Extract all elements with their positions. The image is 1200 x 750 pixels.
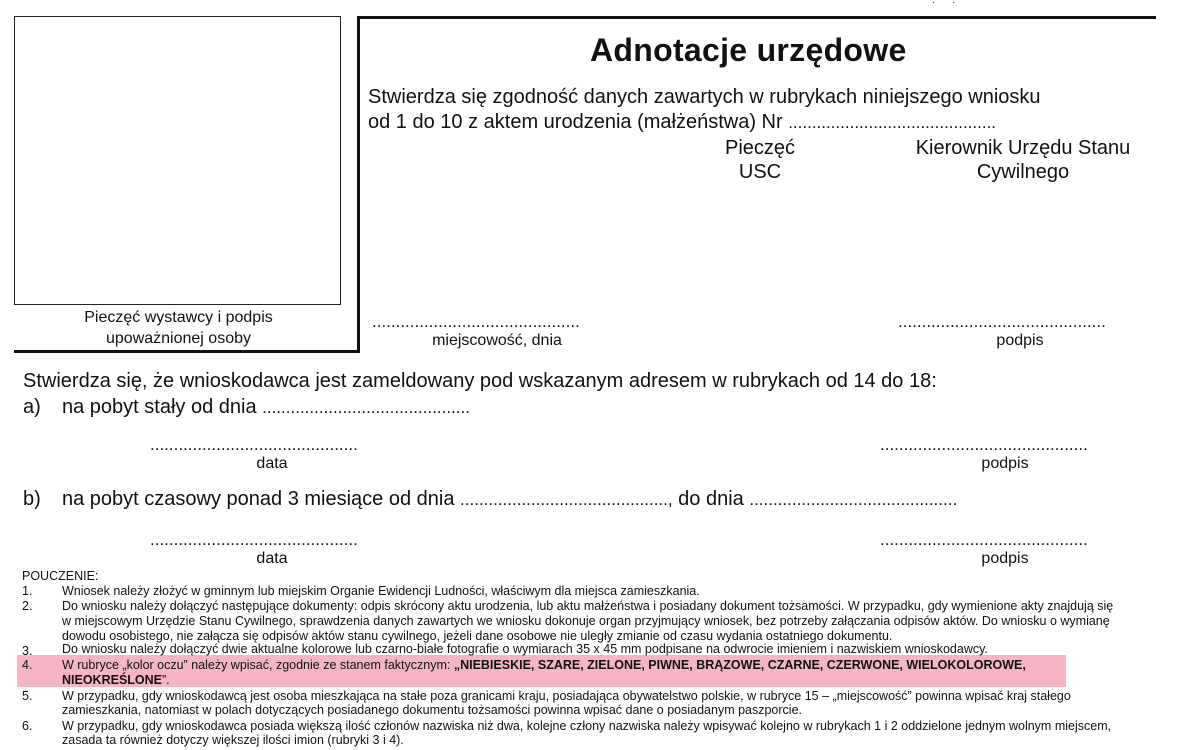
- registrar-label-1: Kierownik Urzędu Stanu: [915, 137, 1131, 159]
- official-line2: [368, 111, 996, 134]
- instruction-text: [62, 673, 1172, 688]
- instruction-num: 6.: [22, 719, 33, 733]
- residence-b-text2: do dnia: [678, 488, 744, 510]
- a-date-field[interactable]: ............................................: [150, 435, 358, 454]
- instruction-text: W przypadku, gdy wnioskodawca posiada większą ilość członów nazwiska niż dwa, kolejne człony nazwiska należy wpisywać kolejno w rubrykach 1 i 2 oddzielone jednym wolnym miejscem,: [62, 719, 1112, 733]
- stamp-caption: [14, 307, 343, 349]
- registrar-label-2: Cywilnego: [976, 161, 1070, 183]
- frame-vertical-rule: [357, 16, 360, 353]
- stamp-caption-line2: upoważnionej osoby: [106, 330, 251, 347]
- permanent-stay-date-field[interactable]: ............................................: [262, 398, 470, 417]
- residence-a-line: [62, 396, 470, 419]
- a-signature-caption: podpis: [981, 455, 1029, 472]
- frame-bottom-rule: [14, 350, 360, 353]
- top-edge-marks: · ·: [932, 0, 956, 8]
- instruction-text: zasada ta również dotyczy większej ilości imion (rubryki 3 i 4).: [62, 733, 404, 747]
- usc-stamp-label-2: USC: [738, 161, 782, 183]
- instructions-heading: POUCZENIE:: [22, 569, 99, 583]
- b-signature-field[interactable]: ............................................: [880, 530, 1088, 549]
- instruction-text: w miejscowym Urzędzie Stanu Cywilnego, sprawdzenia danych zawartych we wniosku dokonuje organ przyjmujący wniosek, bez potrzeby załączania odpisów aktów. Do wniosku o wymianę: [62, 614, 1110, 628]
- residence-a-text: na pobyt stały od dnia: [62, 396, 257, 418]
- instruction-text: zamieszkania, natomiast w polach dotyczących posiadanego dokumentu tożsamości powinna wpisać dane o posiadanym paszporcie.: [62, 703, 802, 717]
- residence-b-line: [62, 488, 957, 511]
- b-date-caption: data: [256, 550, 288, 567]
- registrar-label: [893, 136, 1153, 184]
- instruction-num: 5.: [22, 689, 33, 703]
- registrar-signature-caption: podpis: [996, 332, 1044, 349]
- instruction-num: 1.: [22, 584, 33, 598]
- b-signature-caption: podpis: [981, 550, 1029, 567]
- a-signature-field[interactable]: ............................................: [880, 435, 1088, 454]
- stamp-caption-line1: Pieczęć wystawcy i podpis: [84, 309, 273, 326]
- frame-top-rule: [357, 16, 1156, 19]
- stamp-box: [14, 16, 341, 305]
- instruction-num: 4.: [22, 658, 33, 672]
- residence-intro: Stwierdza się, że wnioskodawca jest zameldowany pod wskazanym adresem w rubrykach od 14 do 18:: [23, 370, 937, 392]
- a-date-caption: data: [256, 455, 288, 472]
- eye-color-options: „NIEBIESKIE, SZARE, ZIELONE, PIWNE, BRĄZOWE, CZARNE, CZERWONE, WIELOKOLOROWE,: [453, 658, 1026, 672]
- residence-a-letter: a): [23, 396, 41, 418]
- temporary-stay-from-field[interactable]: ............................................,: [460, 490, 673, 509]
- eye-color-close: ”.: [162, 673, 170, 687]
- eye-color-options-cont: NIEOKREŚLONE: [62, 673, 163, 687]
- instruction-num: 2.: [22, 599, 33, 613]
- residence-b-text1: na pobyt czasowy ponad 3 miesiące od dnia: [62, 488, 455, 510]
- instruction-text: Do wniosku należy dołączyć dwie aktualne kolorowe lub czarno-białe fotografie o wymiarach 35 x 45 mm podpisane na odwrocie imieniem i nazwiskiem wnioskodawcy.: [62, 642, 988, 656]
- temporary-stay-to-field[interactable]: ............................................: [749, 490, 958, 509]
- instruction-text: [62, 658, 1172, 673]
- residence-b-letter: b): [23, 488, 41, 510]
- usc-stamp-label-1: Pieczęć: [724, 137, 796, 159]
- instruction-text: W przypadku, gdy wnioskodawcą jest osoba mieszkająca na stałe poza granicami kraju, posiadająca obywatelstwo polskie, w rubryce 15 – „miejscowość” powinna wpisać kraj stałego: [62, 689, 1071, 703]
- instruction-text: Do wniosku należy dołączyć następujące dokumenty: odpis skrócony aktu urodzenia, lub aktu małżeństwa i posiadany dokument tożsamości. W przypadku, gdy wymienione akty znajdują się: [62, 599, 1114, 613]
- place-date-caption: miejscowość, dnia: [432, 332, 562, 349]
- b-date-field[interactable]: ............................................: [150, 530, 358, 549]
- official-line1: Stwierdza się zgodność danych zawartych w rubrykach niniejszego wniosku: [368, 86, 1041, 108]
- registrar-signature-field[interactable]: ............................................: [898, 312, 1106, 331]
- certificate-number-field[interactable]: ............................................: [788, 113, 997, 132]
- usc-stamp-label: [700, 136, 820, 184]
- instruction-text: dowodu osobistego, nie załącza się odpisów aktów stanu cywilnego, jeżeli dane osobowe nie uległy zmianie od czasu wydania ostatniego dokumentu.: [62, 629, 893, 643]
- instruction-text: Wniosek należy złożyć w gminnym lub miejskim Organie Ewidencji Ludności, właściwym dla miejsca zamieszkania.: [62, 584, 700, 598]
- instruction-num: 3.: [22, 644, 33, 658]
- eye-color-plain: W rubryce „kolor oczu” należy wpisać, zgodnie ze stanem faktycznym:: [62, 658, 454, 672]
- official-line2-text: od 1 do 10 z aktem urodzenia (małżeństwa) Nr: [368, 111, 783, 133]
- place-date-field[interactable]: ............................................: [372, 312, 580, 331]
- page-title: Adnotacje urzędowe: [590, 32, 907, 68]
